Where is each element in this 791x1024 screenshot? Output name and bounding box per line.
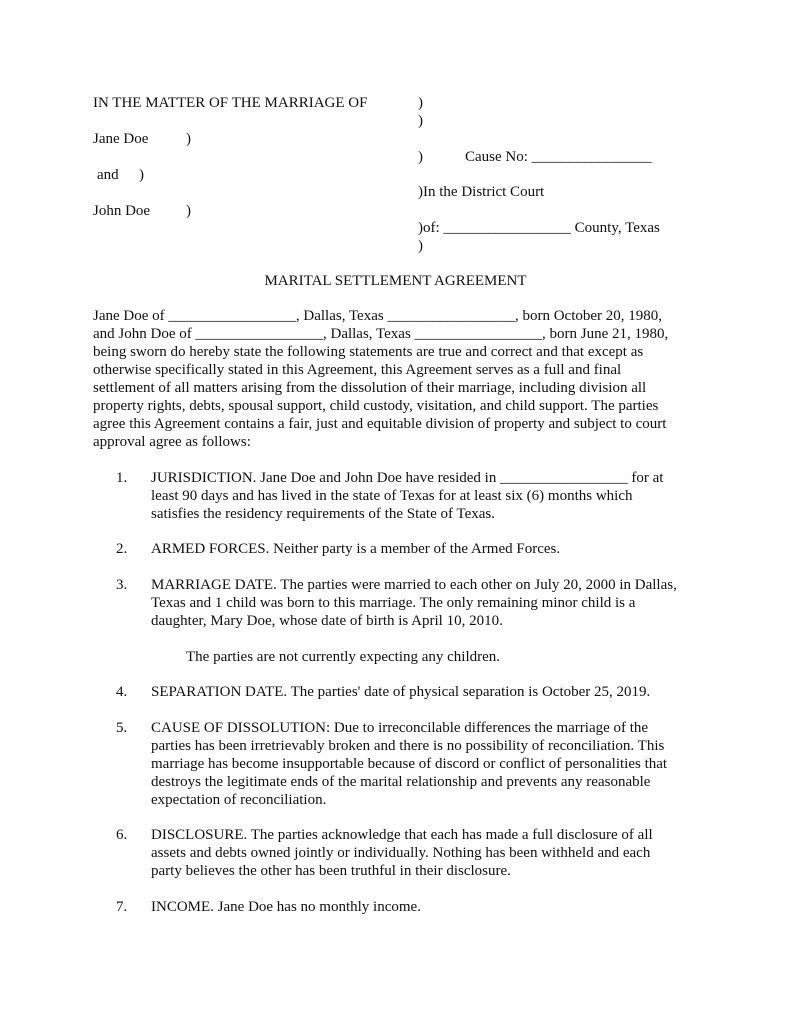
intro-line: and John Doe of _________________, Dallas, Texas _________________, born June 21, 1980, [93, 326, 669, 342]
intro-line: property rights, debts, spousal support, child custody, visitation, and child support. The parties [93, 398, 659, 414]
item-number: 1. [116, 470, 128, 486]
item-line: daughter, Mary Doe, whose date of birth is April 10, 2010. [151, 613, 503, 629]
intro-line: agree this Agreement contains a fair, just and equitable division of property and subject to court [93, 416, 667, 432]
document-title: MARITAL SETTLEMENT AGREEMENT [264, 273, 527, 289]
item-number: 7. [116, 899, 128, 915]
item-number: 4. [116, 684, 128, 700]
item-text [151, 719, 667, 809]
item-line: party believes the other has been truthful in their disclosure. [151, 863, 511, 879]
item-line: SEPARATION DATE. The parties' date of physical separation is October 25, 2019. [151, 684, 651, 700]
item-number: 6. [116, 827, 128, 843]
item-line: CAUSE OF DISSOLUTION: Due to irreconcilable differences the marriage of the [151, 720, 649, 736]
county-line: )of: _________________ County, Texas [418, 220, 660, 236]
intro-line: Jane Doe of _________________, Dallas, Texas _________________, born October 20, 1980, [93, 308, 663, 324]
court-name: )In the District Court [418, 184, 545, 200]
item-line: ARMED FORCES. Neither party is a member of the Armed Forces. [151, 541, 561, 557]
item-number: 5. [116, 720, 128, 736]
item-line: expectation of reconciliation. [151, 792, 327, 808]
caption-paren: ) [418, 113, 423, 129]
caption-paren: ) [418, 149, 423, 165]
caption-paren: ) [186, 131, 191, 147]
item-line: destroys the legitimate ends of the marital relationship and prevents any reasonable [151, 774, 651, 790]
intro-line: approval agree as follows: [93, 434, 251, 450]
cause-number: Cause No: ________________ [465, 149, 652, 165]
item-text [151, 540, 560, 558]
item-line: parties has been irretrievably broken and there is no possibility of reconciliation. This [151, 738, 665, 754]
item-line: least 90 days and has lived in the state of Texas for at least six (6) months which [151, 488, 633, 504]
item-line: marriage has become insupportable because of discord or conflict of personalities that [151, 756, 668, 772]
item-line: MARRIAGE DATE. The parties were married to each other on July 20, 2000 in Dallas, [151, 577, 677, 593]
item-text [151, 683, 650, 701]
caption-and: and [97, 167, 119, 183]
matter-heading: IN THE MATTER OF THE MARRIAGE OF [93, 95, 368, 111]
item-text [151, 469, 663, 523]
item-line: INCOME. Jane Doe has no monthly income. [151, 899, 421, 915]
item-line: assets and debts owned jointly or individually. Nothing has been withheld and each [151, 845, 651, 861]
caption-paren: ) [418, 238, 423, 254]
item-line: Texas and 1 child was born to this marriage. The only remaining minor child is a [151, 595, 636, 611]
item-number: 2. [116, 541, 128, 557]
item-number: 3. [116, 577, 128, 593]
item-text [151, 826, 653, 880]
item-sub-text: The parties are not currently expecting any children. [186, 649, 501, 665]
intro-paragraph [93, 307, 703, 451]
item-text [151, 898, 421, 916]
caption-paren: ) [139, 167, 144, 183]
item-text [151, 576, 677, 630]
caption-paren: ) [186, 203, 191, 219]
intro-line: being sworn do hereby state the following statements are true and correct and that except as [93, 344, 644, 360]
item-line: JURISDICTION. Jane Doe and John Doe have resided in _________________ for at [151, 470, 664, 486]
intro-line: otherwise specifically stated in this Agreement, this Agreement serves as a full and final [93, 362, 622, 378]
item-line: DISCLOSURE. The parties acknowledge that each has made a full disclosure of all [151, 827, 653, 843]
intro-line: settlement of all matters arising from the dissolution of their marriage, including division all [93, 380, 647, 396]
item-line: satisfies the residency requirements of the State of Texas. [151, 506, 495, 522]
caption-paren: ) [418, 95, 423, 111]
party-two-name: John Doe [93, 203, 151, 219]
party-one-name: Jane Doe [93, 131, 149, 147]
